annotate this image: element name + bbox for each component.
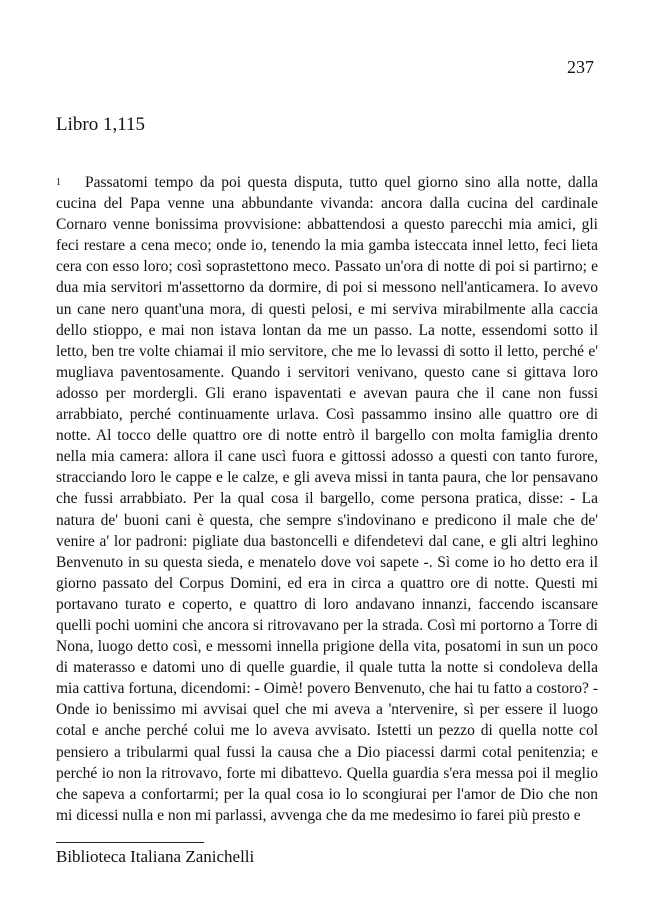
page-number: 237	[567, 57, 594, 77]
footer-divider	[56, 842, 204, 843]
paragraph-text: Passatomi tempo da poi questa disputa, tutto quel giorno sino alla notte, dalla cucina del Papa venne una abbundante vivanda: ancora dalla cucina del cardinale Cornaro venne bonissima provvisione: abbattendosi a questo parecchi mia amici, gli feci restare a cena meco; onde io, tenendo la mia gamba isteccata innel letto, feci lieta cera con esso loro; così soprastettono meco. Passato un'ora di notte di poi si partirno; e dua mia servitori m'assettorno da dormire, di poi si messono nell'anticamera. Io avevo un cane nero quant'una mora, di questi pelosi, e mi serviva mirabilmente alla caccia dello stioppo, e mai non istava lontan da me un passo. La notte, essendomi sotto il letto, ben tre volte chiamai il mio servitore, che me lo levassi di sotto il letto, perché e' mugliava paventosamente. Quando i servitori venivano, questo cane si gittava loro adosso per mordergli. Gli erano ispaventati e avevan paura che il cane non fussi arrabbiato, perché continuamente urlava. Così passammo insino alle quattro ore di notte. Al tocco delle quattro ore di notte entrò il bargello con molta famiglia drento nella mia camera: allora il cane uscì fuora e gittossi adosso a questi con tanto furore, stracciando loro le cappe e le calze, e gli aveva missi in tanta paura, che lor pensavano che fussi arrabbiato. Per la qual cosa il bargello, come persona pratica, disse: - La natura de' buoni cani è questa, che sempre s'indovinano e predicono il male che de' venire a' lor padroni: pigliate dua bastoncelli e difendetevi dal cane, e gli altri leghino Benvenuto in su questa sieda, e menatelo dove voi sapete -. Sì come io ho detto era il giorno passato del Corpus Domini, ed era in circa a quattro ore di notte. Questi mi portavano turato e coperto, e quattro di loro andavano innanzi, faccendo iscansare quelli pochi uomini che ancora si ritrovavano per la strada. Così mi portorno a Torre di Nona, luogo detto così, e messomi innella prigione della vita, posatomi in sun un poco di materasso e datomi uno di quelle guardie, il quale tutta la notte si condoleva della mia cattiva fortuna, dicendomi: - Oimè! povero Benvenuto, che hai tu fatto a costoro? - Onde io benissimo mi avvisai quel che mi aveva a 'ntervenire, sì per essere il luogo cotal e anche perché colui me lo aveva avvisato. Istetti un pezzo di quella notte col pensiero a tribularmi qual fussi la causa che a Dio piacessi darmi cotal penitenzia; e perché io non la ritrovavo, forte mi dibattevo. Quella guardia s'era messa poi il meglio che sapeva a confortarmi; per la qual cosa io lo scongiurai per l'amor de Dio che non mi dicessi nulla e non mi parlassi, avvenga che da me medesimo io farei più presto e	[56, 174, 598, 824]
footer-publisher: Biblioteca Italiana Zanichelli	[56, 847, 255, 866]
body-paragraph	[56, 172, 598, 826]
paragraph-number: 1	[56, 177, 61, 188]
chapter-title: Libro 1,115	[56, 114, 146, 135]
